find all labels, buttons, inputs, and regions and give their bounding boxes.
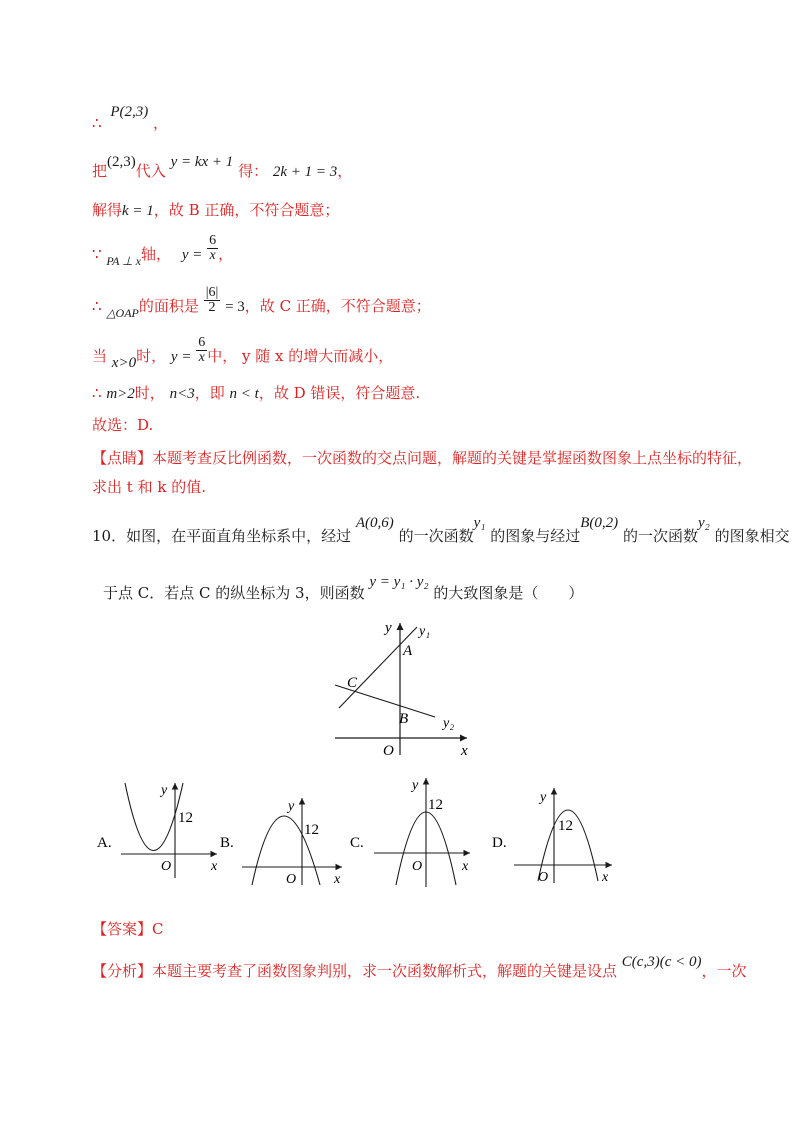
fig-b-label: B (399, 711, 409, 727)
numerator: 6 (198, 335, 206, 350)
therefore-symbol: ∴ (92, 114, 102, 132)
option-a-label: A. (97, 835, 112, 851)
fraction-6-over-x (196, 336, 207, 365)
equation-k-1: k = 1 (122, 203, 154, 219)
text-conclusion-c: ，故 C 正确，不符合题意； (244, 296, 431, 315)
fig-y-label: y (385, 620, 392, 636)
triangle-oap: △OAP (106, 305, 139, 320)
function-y-y1y2: y = y₁ · y₂ (369, 574, 429, 590)
equation-y-kx-1: y = kx + 1 (170, 154, 234, 170)
fig-c-label: C (347, 675, 358, 691)
option-c-x: x (462, 859, 469, 874)
question-text: 的一次函数 (398, 527, 474, 545)
y-equals: y = (181, 246, 203, 263)
option-d-origin: O (538, 870, 549, 885)
text-area: 的面积是 (138, 296, 199, 315)
option-b-label: B. (220, 835, 234, 851)
text-shi: 时， (134, 384, 165, 402)
analysis-text: 【分析】本题主要考查了函数图象判别，求一次函数解析式，解题的关键是设点 (92, 962, 618, 980)
y-equals: y = (170, 348, 192, 365)
solution-line-7 (92, 382, 420, 403)
therefore-symbol: ∴ (92, 296, 102, 315)
text-conclusion-b: ，故 B 正确，不符合题意； (153, 201, 340, 219)
line-y1 (339, 627, 417, 708)
fraction-abs6-over-2 (204, 286, 221, 315)
option-d-x: x (602, 870, 609, 885)
option-c-value: 12 (428, 797, 443, 813)
equation-2k-1-3: 2k + 1 = 3 (272, 164, 338, 180)
point-a: A(0,6) (355, 515, 394, 531)
fig-a-label: A (403, 643, 413, 659)
point-p: P(2,3) (110, 104, 149, 120)
question-text: 的大致图象是（ ） (433, 584, 584, 602)
solution-line-8: 故选：D. (92, 416, 154, 434)
question-text: 于点 C．若点 C 的纵坐标为 3，则函数 (103, 584, 365, 602)
therefore-symbol: ∴ (92, 384, 102, 402)
because-symbol: ∵ (92, 244, 102, 263)
answer-line: 【答案】C (92, 920, 164, 938)
option-d-value: 12 (558, 818, 573, 834)
solution-line-6 (92, 335, 394, 371)
m-gt-2: m>2 (106, 386, 135, 402)
question-text: 的图象相交 (714, 527, 790, 545)
solution-line-4 (92, 233, 234, 268)
solution-line-3 (92, 199, 339, 220)
point-23: (2,3) (107, 154, 136, 170)
text-axis: 轴， (141, 244, 172, 263)
text-zhong: 中， (207, 346, 238, 365)
question-text: 如图，在平面直角坐标系中，经过 (126, 527, 352, 545)
fraction-6-over-x (207, 234, 218, 263)
analysis-line (92, 950, 747, 980)
fig-origin-label: O (383, 743, 394, 759)
n-lt-3: n<3 (169, 386, 195, 402)
denominator: x (198, 350, 205, 365)
option-b-y: y (288, 799, 295, 814)
condition-x-gt-0: x>0 (111, 354, 137, 371)
numerator: 6 (209, 233, 217, 248)
y1-label: y₁ (473, 515, 486, 531)
text-dang: 当 (92, 346, 108, 365)
numerator: |6| (205, 285, 219, 300)
question-10-line-1 (92, 511, 790, 545)
fig-y1-label: y₁ (419, 624, 431, 639)
text-decreasing: y 随 x 的增大而减小， (241, 346, 394, 365)
denominator: x (209, 248, 216, 263)
text-dairu: 代入 (135, 162, 166, 180)
pa-perp-x: PA ⊥ x (106, 253, 142, 268)
solution-line-2 (92, 150, 353, 180)
coordinate-figure (325, 615, 480, 760)
fig-y2-label: y₂ (443, 716, 455, 731)
option-b-x: x (334, 872, 341, 887)
question-text: 的图象与经过 (490, 527, 581, 545)
option-a-graph (95, 780, 225, 880)
option-b-origin: O (286, 872, 297, 887)
dianjing-note: 【点睛】本题考查反比例函数，一次函数的交点问题，解题的关键是掌握函数图象上点坐标的特征， (92, 449, 753, 467)
fig-x-label: x (461, 743, 468, 759)
question-10-line-2 (103, 570, 584, 602)
point-c-condition: C(c,3)(c < 0) (621, 954, 702, 970)
comma: ， (153, 114, 169, 132)
option-d-label: D. (492, 835, 507, 851)
option-b-graph (218, 795, 348, 890)
y2-label: y₂ (697, 515, 710, 531)
text-de: 得： (238, 162, 269, 180)
option-d-y: y (540, 790, 547, 805)
option-a-x: x (211, 859, 218, 874)
question-text: 的一次函数 (622, 527, 698, 545)
option-a-origin: O (161, 859, 172, 874)
comma: ， (218, 244, 234, 263)
option-c-graph (348, 775, 478, 890)
option-c-label: C. (350, 835, 364, 851)
denominator: 2 (208, 300, 216, 315)
solution-line-1 (92, 100, 169, 132)
point-b: B(0,2) (580, 515, 619, 531)
dianjing-note-cont: 求出 t 和 k 的值. (92, 478, 206, 496)
analysis-text-end: ，一次 (701, 962, 747, 980)
comma: ， (337, 162, 353, 180)
option-b-value: 12 (304, 822, 319, 838)
text-shi: 时， (136, 346, 167, 365)
parabola-a (125, 783, 183, 851)
text-jiede: 解得 (92, 201, 123, 219)
option-c-y: y (412, 778, 419, 793)
n-lt-t: n < t (229, 386, 259, 402)
text-jiji: ，即 (194, 384, 225, 402)
equals-3: = 3 (225, 298, 245, 315)
option-a-y: y (161, 783, 168, 798)
question-number: 10． (92, 527, 127, 545)
option-a-value: 12 (178, 810, 193, 826)
text-conclusion-d: ，故 D 错误，符合题意. (258, 384, 421, 402)
text-ba: 把 (92, 162, 108, 180)
option-d-graph (490, 785, 620, 885)
option-c-origin: O (412, 859, 423, 874)
solution-line-5 (92, 285, 431, 320)
